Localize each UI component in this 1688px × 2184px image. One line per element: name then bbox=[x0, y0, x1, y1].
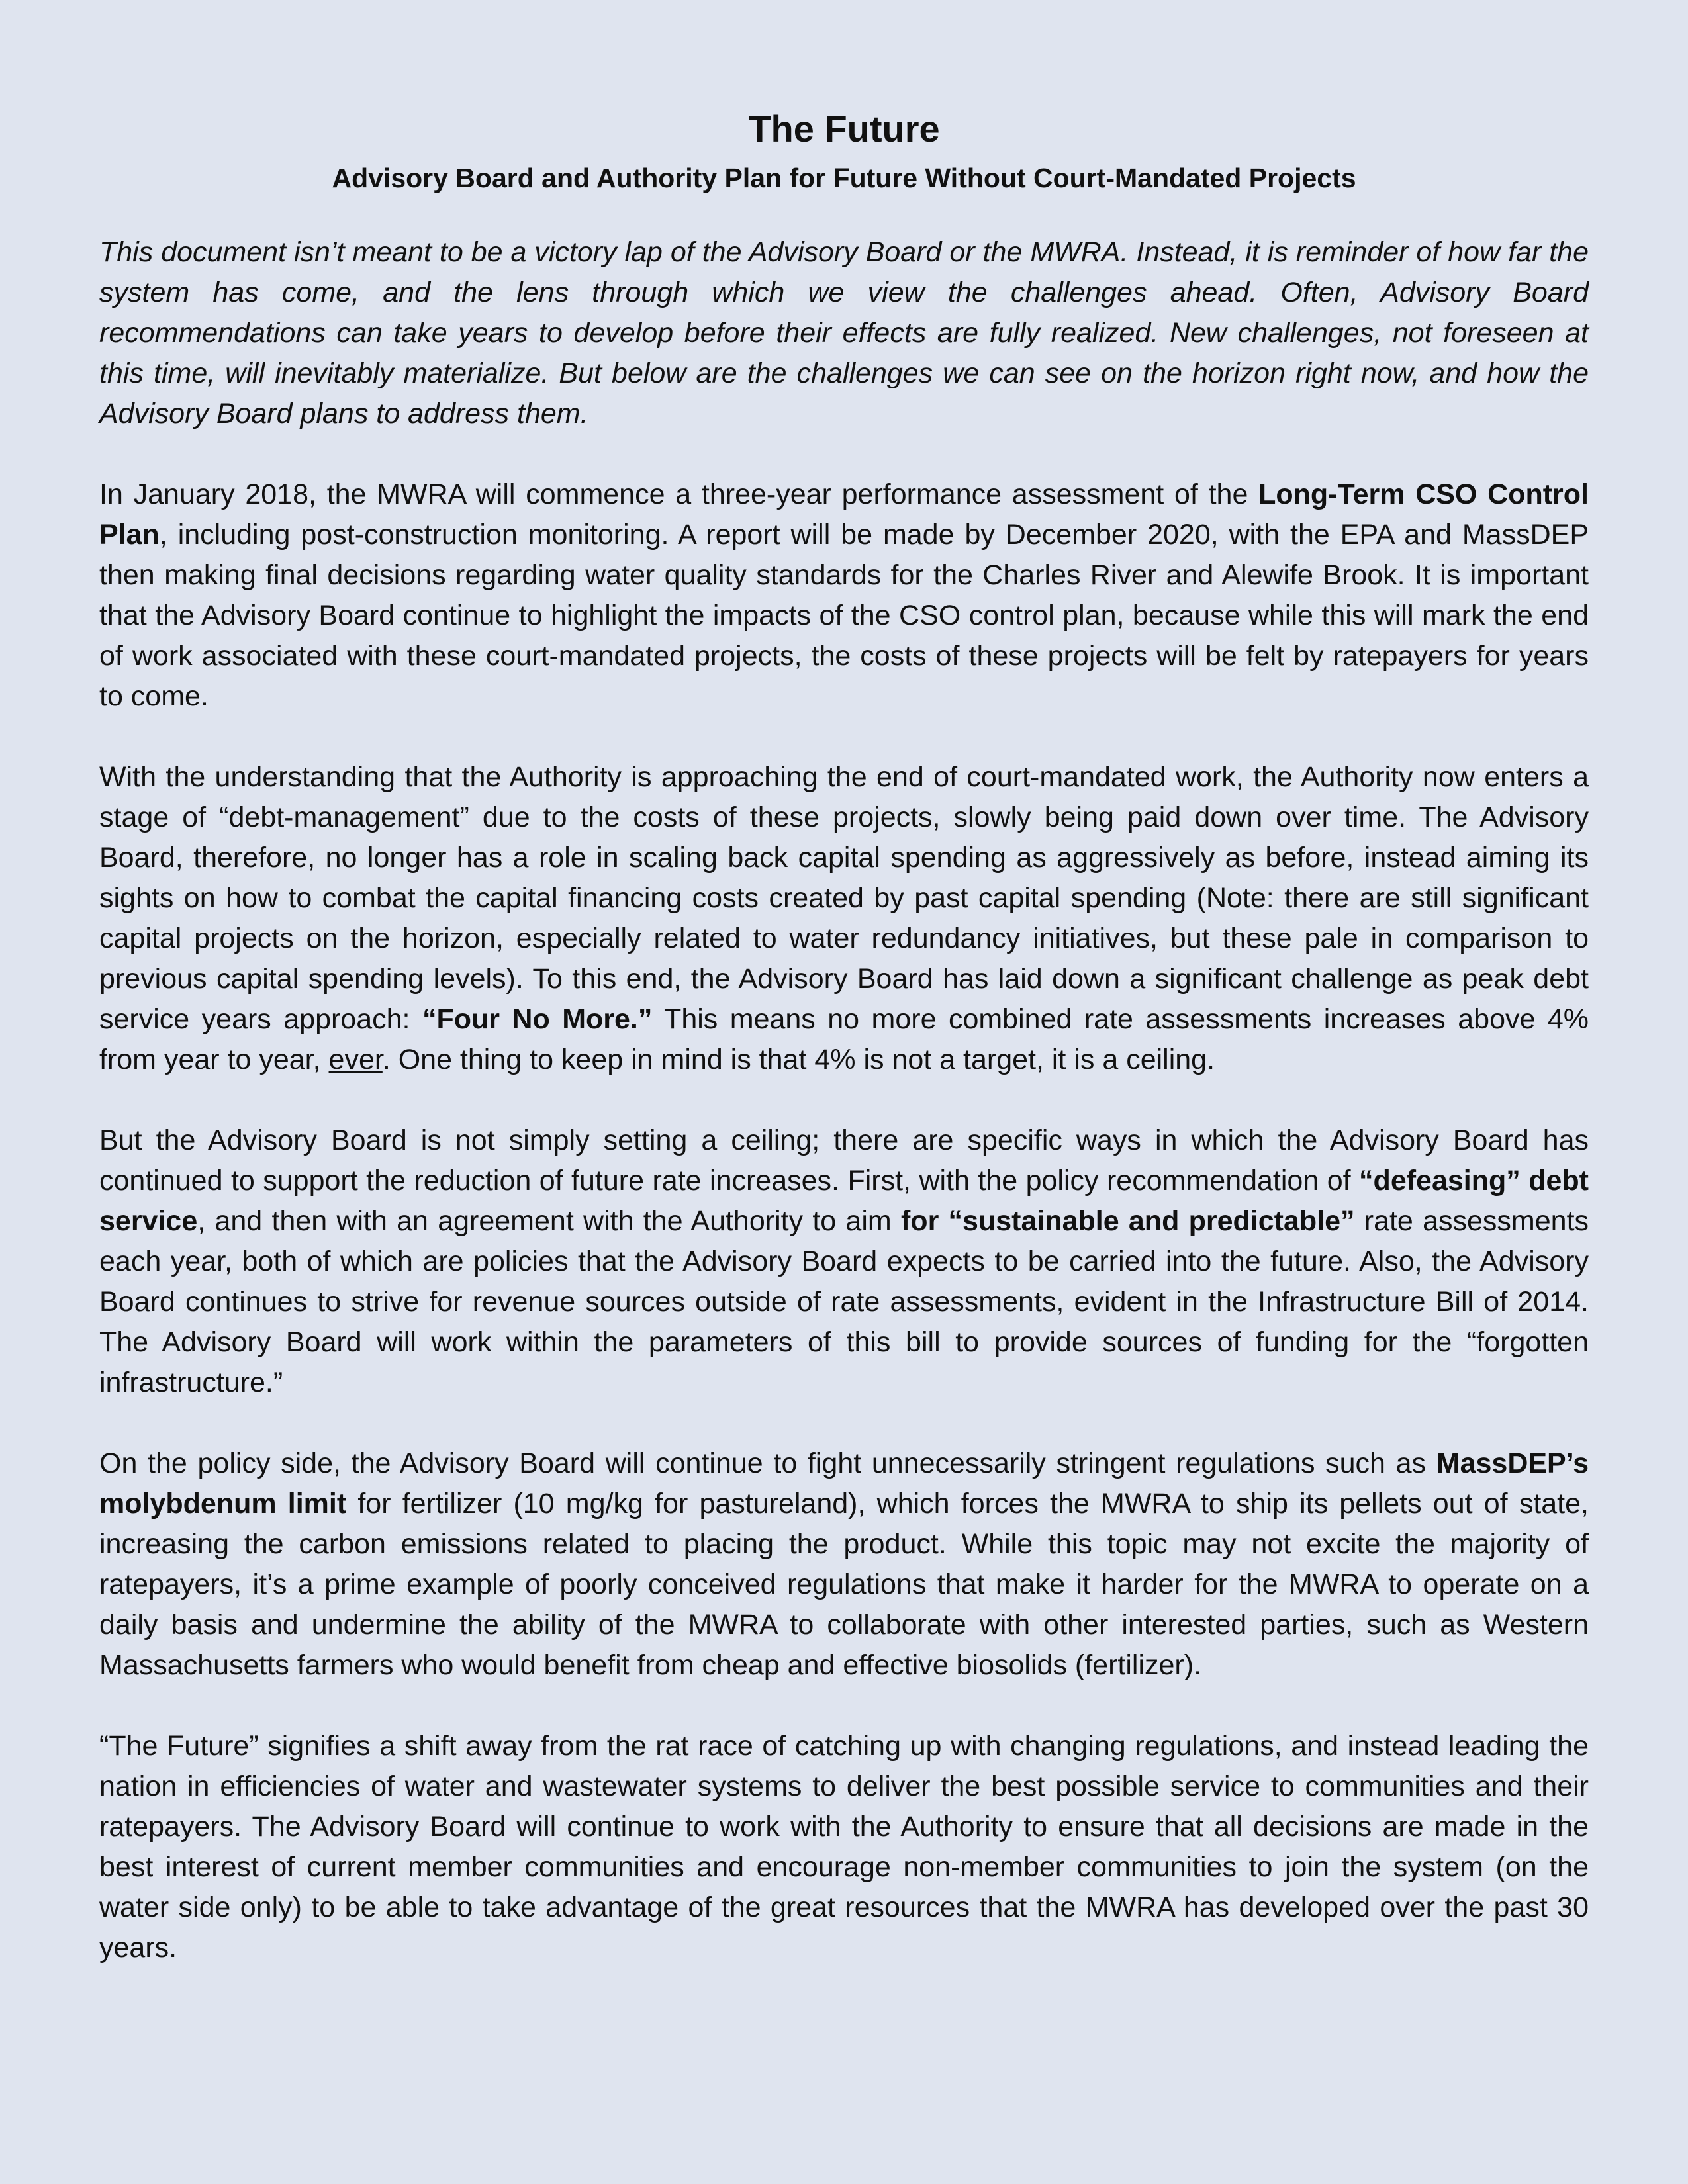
cso-plan-paragraph bbox=[99, 475, 1589, 717]
debt-text-middle: This means no more combined rate assessments increases above 4% from year to year, bbox=[99, 1003, 1589, 1076]
cso-text-end: , including post-construction monitoring. A report will be made by December 2020, with the EPA and MassDEP then making final decisions regarding water quality standards for the Charles River and Alewife Brook. It is important that the Advisory Board continue to highlight the impacts of the CSO control plan, because while this will mark the end of work associated with these court-mandated projects, the costs of these projects will be felt by ratepayers for years to come. bbox=[99, 519, 1589, 713]
four-no-more-term: “Four No More.” bbox=[422, 1003, 653, 1036]
future-paragraph: “The Future” signifies a shift away from the rat race of catching up with changing regulations, and instead leading the nation in efficiencies of water and wastewater systems to deliver the best possible service to communities and their ratepayers. The Advisory Board will continue to work with the Authority to ensure that all decisions are made in the best interest of current member communities and encourage non-member communities to join the system (on the water side only) to be able to take advantage of the great resources that the MWRA has developed over the past 30 years. bbox=[99, 1730, 1589, 1964]
ever-emphasis: ever bbox=[328, 1044, 383, 1076]
page-title: The Future bbox=[748, 108, 940, 150]
page-subtitle: Advisory Board and Authority Plan for Future Without Court-Mandated Projects bbox=[332, 163, 1356, 193]
policy-text-start: On the policy side, the Advisory Board will continue to fight unnecessarily stringent regulations such as bbox=[99, 1447, 1436, 1480]
debt-management-paragraph bbox=[99, 757, 1589, 1080]
rate-text-middle: , and then with an agreement with the Authority to aim bbox=[197, 1205, 901, 1238]
intro-paragraph: This document isn’t meant to be a victory lap of the Advisory Board or the MWRA. Instead, it is reminder of how far the system has come, and the lens through which we view the challenges ahead. Often, Advisory Board recommendations can take years to develop before their effects are fully realized. New challenges, not foreseen at this time, will inevitably materialize. But below are the challenges we can see on the horizon right now, and how the Advisory Board plans to address them. bbox=[99, 236, 1589, 430]
molybdenum-limit-term: MassDEP’s molybdenum limit bbox=[99, 1447, 1589, 1520]
policy-text-end: for fertilizer (10 mg/kg for pastureland), which forces the MWRA to ship its pellets out of state, increasing the carbon emissions related to placing the product. While this topic may not excite the majority of ratepayers, it’s a prime example of poorly conceived regulations that make it harder for the MWRA to operate on a daily basis and undermine the ability of the MWRA to collaborate with other interested parties, such as Western Massachusetts farmers who would benefit from cheap and effective biosolids (fertilizer). bbox=[99, 1488, 1589, 1682]
debt-text-end: . One thing to keep in mind is that 4% is not a target, it is a ceiling. bbox=[382, 1044, 1215, 1076]
rate-text-start: But the Advisory Board is not simply setting a ceiling; there are specific ways in which the Advisory Board has continued to support the reduction of future rate increases. First, with the policy recommendation of bbox=[99, 1124, 1589, 1197]
rate-text-end: rate assessments each year, both of which are policies that the Advisory Board expects to be carried into the future. Also, the Advisory Board continues to strive for revenue sources outside of rate assessments, evident in the Infrastructure Bill of 2014. The Advisory Board will work within the parameters of this bill to provide sources of funding for the “forgotten infrastructure.” bbox=[99, 1205, 1589, 1399]
debt-text-start: With the understanding that the Authority is approaching the end of court-mandated work, the Authority now enters a stage of “debt-management” due to the costs of these projects, slowly being paid down over time. The Advisory Board, therefore, no longer has a role in scaling back capital spending as aggressively as before, instead aiming its sights on how to combat the capital financing costs created by past capital spending (Note: there are still significant capital projects on the horizon, especially related to water redundancy initiatives, but these pale in comparison to previous capital spending levels). To this end, the Advisory Board has laid down a significant challenge as peak debt service years approach: bbox=[99, 761, 1589, 1036]
rate-reduction-paragraph bbox=[99, 1120, 1589, 1403]
sustainable-predictable-term: for “sustainable and predictable” bbox=[900, 1205, 1355, 1238]
defeasing-term: “defeasing” debt service bbox=[99, 1165, 1589, 1238]
policy-paragraph bbox=[99, 1443, 1589, 1686]
cso-text-start: In January 2018, the MWRA will commence a three-year performance assessment of the bbox=[99, 478, 1259, 511]
cso-plan-term: Long-Term CSO Control Plan bbox=[99, 478, 1589, 551]
